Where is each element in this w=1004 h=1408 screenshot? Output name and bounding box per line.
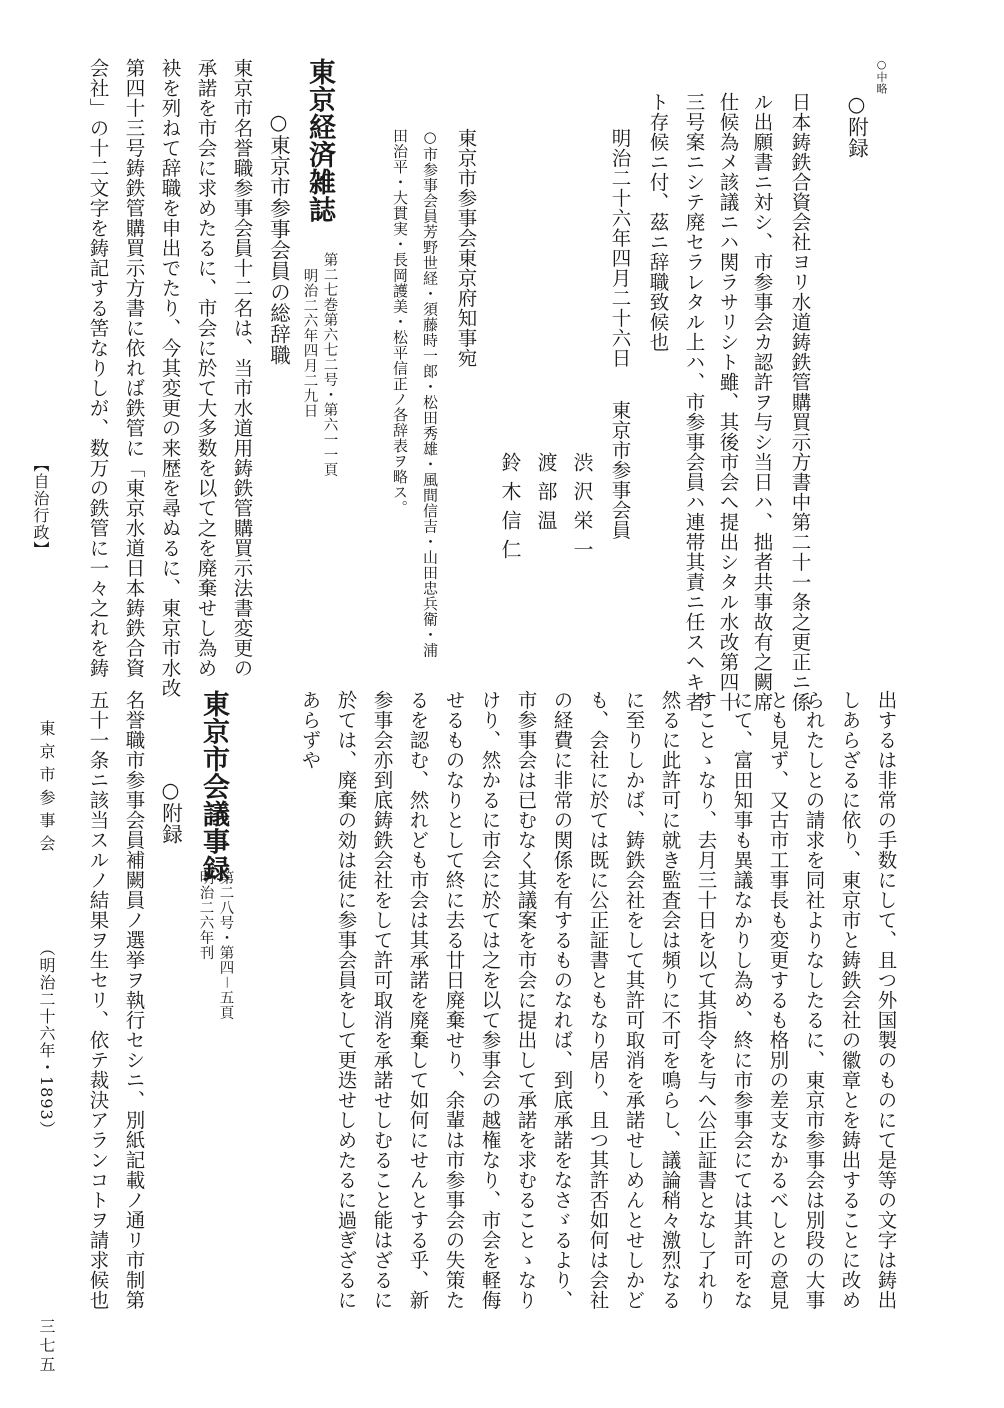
omitted-resignations-note: 田治平・大貫実・長岡護美・松平信正ノ各辞表ヲ略ス。 [391,128,409,516]
appendix-line: 仕候為メ該議ニハ関ラサリシト雖、其後市会へ提出シタル水改第四十 [716,92,740,712]
article-line: 袂を列ねて辞職を申出でたり、今其変更の来歴を尋ぬるに、東京市水改 [158,58,182,698]
article-continuation-line: るを認む、然れども市会は其承諾を廃棄して如何にせんとする乎、新 [406,690,430,1310]
article-continuation-line: とも見ず、又古市工事長も変更するも格別の差支なかるべしとの意見 [766,690,790,1310]
article-continuation-line: せるものなりとして終に去る廿日廃棄せり、余輩は市参事会の失策た [442,690,466,1310]
omission-note: ○中略 [875,58,888,95]
signatory-name: 渋沢栄一 [570,452,594,568]
article-line: 承諾を市会に求めたるに、市会に於て大多数を以て之を廃棄せし為め [194,58,218,678]
article-continuation-line: にて、富田知事も異議なかりし為め、終に市参事会にては其許可をな [730,690,754,1310]
record-title: 東京市会議事録 [198,690,229,883]
article-continuation-line: の経費に非常の関係を有するものなれば、到底承諾をなさゞるより、 [550,690,574,1310]
record-appendix-heading: ○附録 [158,778,183,845]
article-continuation-line: られたしとの請求を同社よりなしたるに、東京市参事会は別段の大事 [802,690,826,1310]
article-line: 東京市名誉職参事会員十二名は、当市水道用鋳鉄管購買示法書変更の [230,58,254,678]
article-continuation-line: すことゝなり、去月三十日を以て其指令を与へ公正証書となし了れり [694,690,718,1310]
signatory-org: 東京市参事会員 [608,400,632,540]
appendix-line: ル出願書ニ対シ、市参事会カ認許ヲ与シ当日ハ、拙者共事故有之闕席 [750,92,774,712]
footer-category: 【自治行政】 [31,456,50,558]
article-continuation-line: 出するは非常の手数にして、且つ外国製のものにて是等の文字は鋳出 [874,690,898,1310]
signatory-name: 渡部温 [534,452,558,539]
journal-title: 東京経済雑誌 [304,58,335,223]
footer-era: （明治二十六年・1893） [37,940,56,1138]
journal-citation-date: 明治二六年四月二九日 [301,268,318,418]
appendix-line: 三号案ニシテ廃セラレタル上ハ、市参事会員ハ連帯其責ニ任スヘキ者 [682,92,706,712]
article-continuation-line: あらずや [298,690,322,770]
article-continuation-line: しあらざるに依り、東京市と鋳鉄会社の徽章とを鋳出することに改め [838,690,862,1310]
appendix-line: 日本鋳鉄合資会社ヨリ水道鋳鉄管購買示方書中第二十一条之更正ニ係 [788,92,812,712]
record-line: 名誉職市参事会員補闕員ノ選挙ヲ執行セシニ、別紙記載ノ通リ市制第 [122,690,146,1310]
footer-organization: 東京市参事会 [37,720,56,858]
article-continuation-line: 市参事会は已むなく其議案を市会に提出して承諾を求むることゝなり [514,690,538,1310]
record-citation-date: 明治二六年刊 [197,870,214,960]
article-continuation-line: も、会社に於ては既に公正証書ともなり居り、且つ其許否如何は会社 [586,690,610,1310]
page-number: 三七五 [37,1318,56,1375]
article-line: 第四十三号鋳鉄管購買示方書に依れば鉄管に「東京水道日本鋳鉄合資 [122,58,146,678]
article-continuation-line: に至りしかば、鋳鉄会社をして其許可取消を承諾せしめんとせしかど [622,690,646,1310]
record-line: 五十一条ニ該当スルノ結果ヲ生セリ、依テ裁決アランコトヲ請求候也 [86,690,110,1310]
article-continuation-line: けり、然かるに市会に於ては之を以て参事会の越権なり、市会を軽侮 [478,690,502,1310]
letter-date: 明治二十六年四月二十六日 [608,128,632,368]
omitted-resignations-note: ○市参事会員芳野世経・須藤時一郎・松田秀雄・風間信吉・山田忠兵衛・浦 [421,128,439,658]
appendix-heading: ○附録 [844,92,869,159]
article-continuation-line: 然るに此許可に就き監査会は頻りに不可を鳴らし、議論稍々激烈なる [658,690,682,1310]
article-line: 会社」の十二文字を鋳記する筈なりしが、数万の鉄管に一々之れを鋳 [86,58,110,678]
record-citation-issue: 第二八号・第四－五頁 [217,870,234,1020]
appendix-line: ト存候ニ付、茲ニ辞職致候也 [646,92,670,352]
journal-citation-volume: 第二七巻第六七二号・第六一一頁 [321,252,338,477]
article-heading: ○東京市参事会員の総辞職 [266,110,291,366]
addressee-line: 東京市参事会東京府知事宛 [454,128,478,368]
article-continuation-line: 於ては、廃棄の効は徒に参事会員をして更迭せしめたるに過ぎざるに [334,690,358,1310]
signatory-name: 鈴木信仁 [498,452,522,568]
article-continuation-line: 参事会亦到底鋳鉄会社をして許可取消を承諾せしむること能はざるに [370,690,394,1310]
